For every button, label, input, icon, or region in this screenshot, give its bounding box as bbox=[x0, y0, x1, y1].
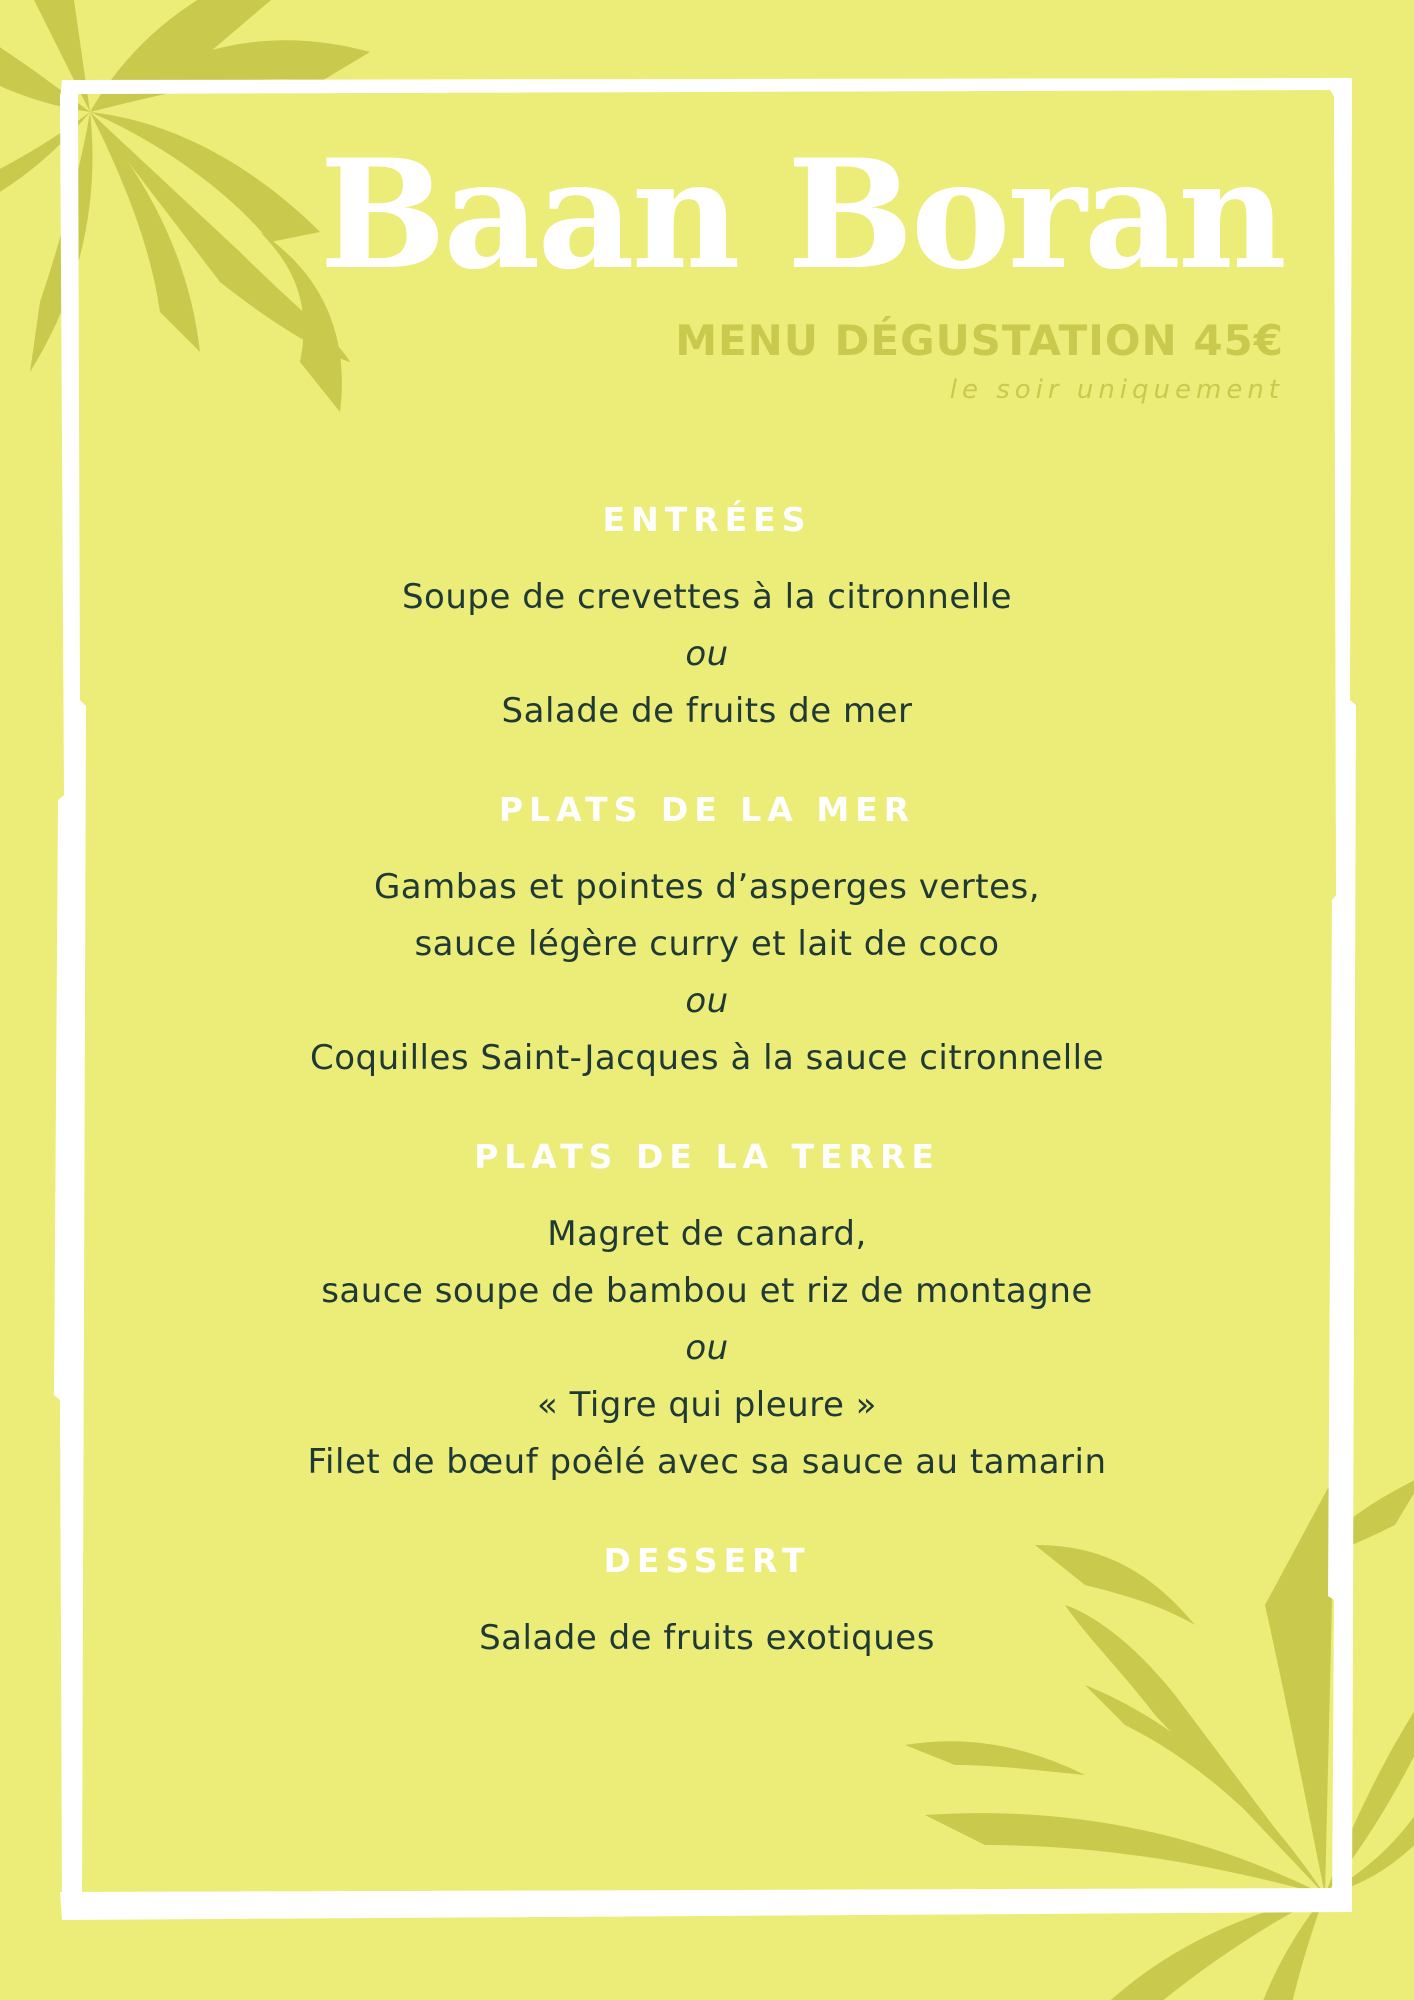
evening-only-note: le soir uniquement bbox=[949, 375, 1284, 405]
or-separator: ou bbox=[685, 981, 729, 1021]
dish-line: sauce légère curry et lait de coco bbox=[414, 924, 1000, 964]
section-plats-terre bbox=[0, 1137, 1414, 1491]
section-heading: PLATS DE LA MER bbox=[498, 790, 916, 829]
section-dessert bbox=[0, 1541, 1414, 1667]
or-separator: ou bbox=[685, 634, 729, 674]
dish-line: Filet de bœuf poêlé avec sa sauce au tamarin bbox=[307, 1442, 1107, 1482]
section-heading: ENTRÉES bbox=[602, 500, 812, 539]
dish-line: Soupe de crevettes à la citronnelle bbox=[401, 577, 1013, 617]
dish-line: « Tigre qui pleure » bbox=[537, 1385, 877, 1425]
dish-line: Gambas et pointes d’asperges vertes, bbox=[373, 867, 1041, 907]
menu-price-subtitle: MENU DÉGUSTATION 45€ bbox=[675, 316, 1284, 365]
dish-line: Magret de canard, bbox=[547, 1214, 867, 1254]
dish-line: Coquilles Saint-Jacques à la sauce citronnelle bbox=[309, 1038, 1105, 1078]
section-heading: DESSERT bbox=[603, 1541, 811, 1580]
dish-line: Salade de fruits de mer bbox=[501, 691, 913, 731]
dish-line: sauce soupe de bambou et riz de montagne bbox=[321, 1271, 1093, 1311]
or-separator: ou bbox=[685, 1328, 729, 1368]
section-plats-mer bbox=[0, 790, 1414, 1087]
section-heading: PLATS DE LA TERRE bbox=[474, 1137, 940, 1176]
menu-sections bbox=[0, 500, 1414, 1717]
section-entrees bbox=[0, 500, 1414, 740]
dish-line: Salade de fruits exotiques bbox=[479, 1618, 935, 1658]
restaurant-title: Baan Boran bbox=[319, 127, 1284, 303]
menu-header bbox=[319, 127, 1284, 405]
